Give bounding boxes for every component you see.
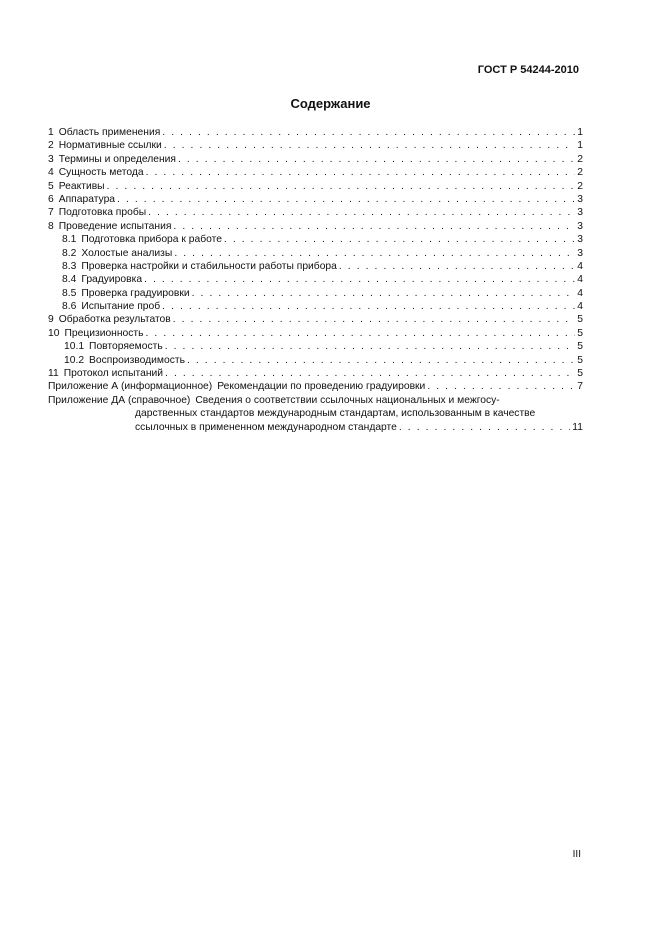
toc-entry-page: 2 <box>577 180 583 192</box>
dot-leader <box>146 166 575 179</box>
toc-entry-label: Протокол испытаний <box>63 368 164 380</box>
dot-leader <box>187 354 575 367</box>
dot-leader <box>162 300 575 313</box>
toc-entry[interactable] <box>48 139 583 152</box>
toc-appendix-a[interactable] <box>48 380 583 393</box>
toc-entry[interactable] <box>48 153 583 166</box>
table-of-contents <box>48 126 583 434</box>
toc-entry-label: Обработка результатов <box>58 314 171 326</box>
dot-leader <box>148 206 575 219</box>
appendix-da-line3: ссылочных в примененном международном стандарте <box>135 421 397 433</box>
appendix-da-last-line <box>48 421 583 434</box>
toc-entry-number: 8.1 <box>62 234 77 246</box>
dot-leader <box>178 153 575 166</box>
toc-entry-page: 5 <box>577 327 583 339</box>
page-number: III <box>572 849 581 860</box>
toc-entry-label: Подготовка пробы <box>58 207 147 219</box>
toc-entry[interactable] <box>48 287 583 300</box>
toc-entry-page: 3 <box>577 193 583 205</box>
toc-entry-label: Градуировка <box>81 274 143 286</box>
toc-entry-number: 10 <box>48 327 60 339</box>
toc-entry[interactable] <box>48 247 583 260</box>
toc-entry-page: 3 <box>577 247 583 259</box>
toc-entry-label: Реактивы <box>58 180 105 192</box>
appendix-a-label: Рекомендации по проведению градуировки <box>217 381 426 393</box>
toc-entry-page: 3 <box>577 234 583 246</box>
toc-entry-number: 6 <box>48 193 54 205</box>
appendix-a-page: 7 <box>577 381 583 393</box>
dot-leader <box>173 220 575 233</box>
dot-leader <box>174 247 575 260</box>
toc-entry-number: 8.5 <box>62 287 77 299</box>
toc-entry-page: 4 <box>577 260 583 272</box>
toc-entry[interactable] <box>48 273 583 286</box>
toc-entry[interactable] <box>48 166 583 179</box>
toc-entry-number: 5 <box>48 180 54 192</box>
toc-entry-label: Область применения <box>58 127 161 138</box>
toc-entry-number: 8.3 <box>62 260 77 272</box>
toc-entry-page: 4 <box>577 287 583 299</box>
toc-entry-page: 2 <box>577 167 583 179</box>
toc-entry-label: Повторяемость <box>89 341 163 353</box>
toc-entry-number: 8.2 <box>62 247 77 259</box>
appendix-da-line2: дарственных стандартов международным стандартам, использованным в качестве <box>135 408 536 420</box>
toc-entry[interactable] <box>48 193 583 206</box>
toc-entry-label: Прецизионность <box>64 327 144 339</box>
toc-entry-number: 9 <box>48 314 54 326</box>
toc-entry-label: Холостые анализы <box>81 247 173 259</box>
toc-entry-label: Проверка градуировки <box>81 287 190 299</box>
toc-entry-page: 5 <box>577 314 583 326</box>
toc-entry-label: Воспроизводимость <box>89 354 185 366</box>
toc-entry[interactable] <box>48 327 583 340</box>
toc-entry-number: 8.6 <box>62 301 77 313</box>
toc-entry[interactable] <box>48 260 583 273</box>
toc-entry-page: 4 <box>577 274 583 286</box>
toc-entry-number: 10.1 <box>64 341 85 353</box>
dot-leader <box>224 233 575 246</box>
toc-entry-number: 3 <box>48 153 54 165</box>
toc-entry-label: Термины и определения <box>58 153 176 165</box>
toc-entry[interactable] <box>48 313 583 326</box>
document-code: ГОСТ Р 54244-2010 <box>477 64 579 76</box>
toc-entry-page: 5 <box>577 341 583 353</box>
dot-leader <box>164 139 575 152</box>
dot-leader <box>339 260 575 273</box>
toc-entry-number: 10.2 <box>64 354 85 366</box>
dot-leader <box>146 327 575 340</box>
toc-entry-page: 3 <box>577 220 583 232</box>
dot-leader <box>165 367 575 380</box>
toc-entry[interactable] <box>48 300 583 313</box>
dot-leader <box>173 313 575 326</box>
toc-title: Содержание <box>290 96 371 111</box>
toc-entry-page: 5 <box>577 354 583 366</box>
toc-entry-number: 7 <box>48 207 54 219</box>
toc-entry-label: Подготовка прибора к работе <box>81 234 222 246</box>
toc-entry-page: 2 <box>577 153 583 165</box>
dot-leader <box>117 193 575 206</box>
toc-entry-page: 1 <box>577 127 583 138</box>
appendix-da-prefix: Приложение ДА (справочное) <box>48 394 191 406</box>
dot-leader <box>399 421 570 434</box>
toc-entry[interactable] <box>48 340 583 353</box>
appendix-a-prefix: Приложение А (информационное) <box>48 381 213 393</box>
dot-leader <box>165 340 575 353</box>
toc-entry[interactable] <box>48 206 583 219</box>
toc-entry-page: 5 <box>577 368 583 380</box>
appendix-da-line1: Сведения о соответствии ссылочных национальных и межгосу- <box>195 394 500 406</box>
toc-entry[interactable] <box>48 180 583 193</box>
toc-entry-label: Нормативные ссылки <box>58 140 162 152</box>
dot-leader <box>427 380 575 393</box>
toc-entry-label: Сущность метода <box>58 167 144 179</box>
toc-entry-label: Проведение испытания <box>58 220 172 232</box>
toc-entry-label: Аппаратура <box>58 193 116 205</box>
toc-appendix-da[interactable] <box>48 394 583 407</box>
toc-entry-number: 1 <box>48 127 54 138</box>
toc-entry-page: 1 <box>577 140 583 152</box>
toc-entry-number: 11 <box>48 368 59 380</box>
appendix-da-page: 11 <box>572 421 583 433</box>
dot-leader <box>107 180 575 193</box>
toc-entry-number: 4 <box>48 167 54 179</box>
toc-entry[interactable] <box>48 233 583 246</box>
toc-entry[interactable] <box>48 220 583 233</box>
dot-leader <box>144 273 575 286</box>
toc-entry-page: 4 <box>577 301 583 313</box>
dot-leader <box>162 126 575 139</box>
toc-entry-label: Проверка настройки и стабильности работы прибора <box>81 260 337 272</box>
toc-entry[interactable] <box>48 126 583 139</box>
toc-entry-number: 2 <box>48 140 54 152</box>
toc-entry[interactable] <box>48 354 583 367</box>
toc-entry-page: 3 <box>577 207 583 219</box>
toc-entry-label: Испытание проб <box>81 301 161 313</box>
toc-entry-number: 8.4 <box>62 274 77 286</box>
dot-leader <box>192 287 575 300</box>
toc-entry[interactable] <box>48 367 583 380</box>
toc-entry-number: 8 <box>48 220 54 232</box>
